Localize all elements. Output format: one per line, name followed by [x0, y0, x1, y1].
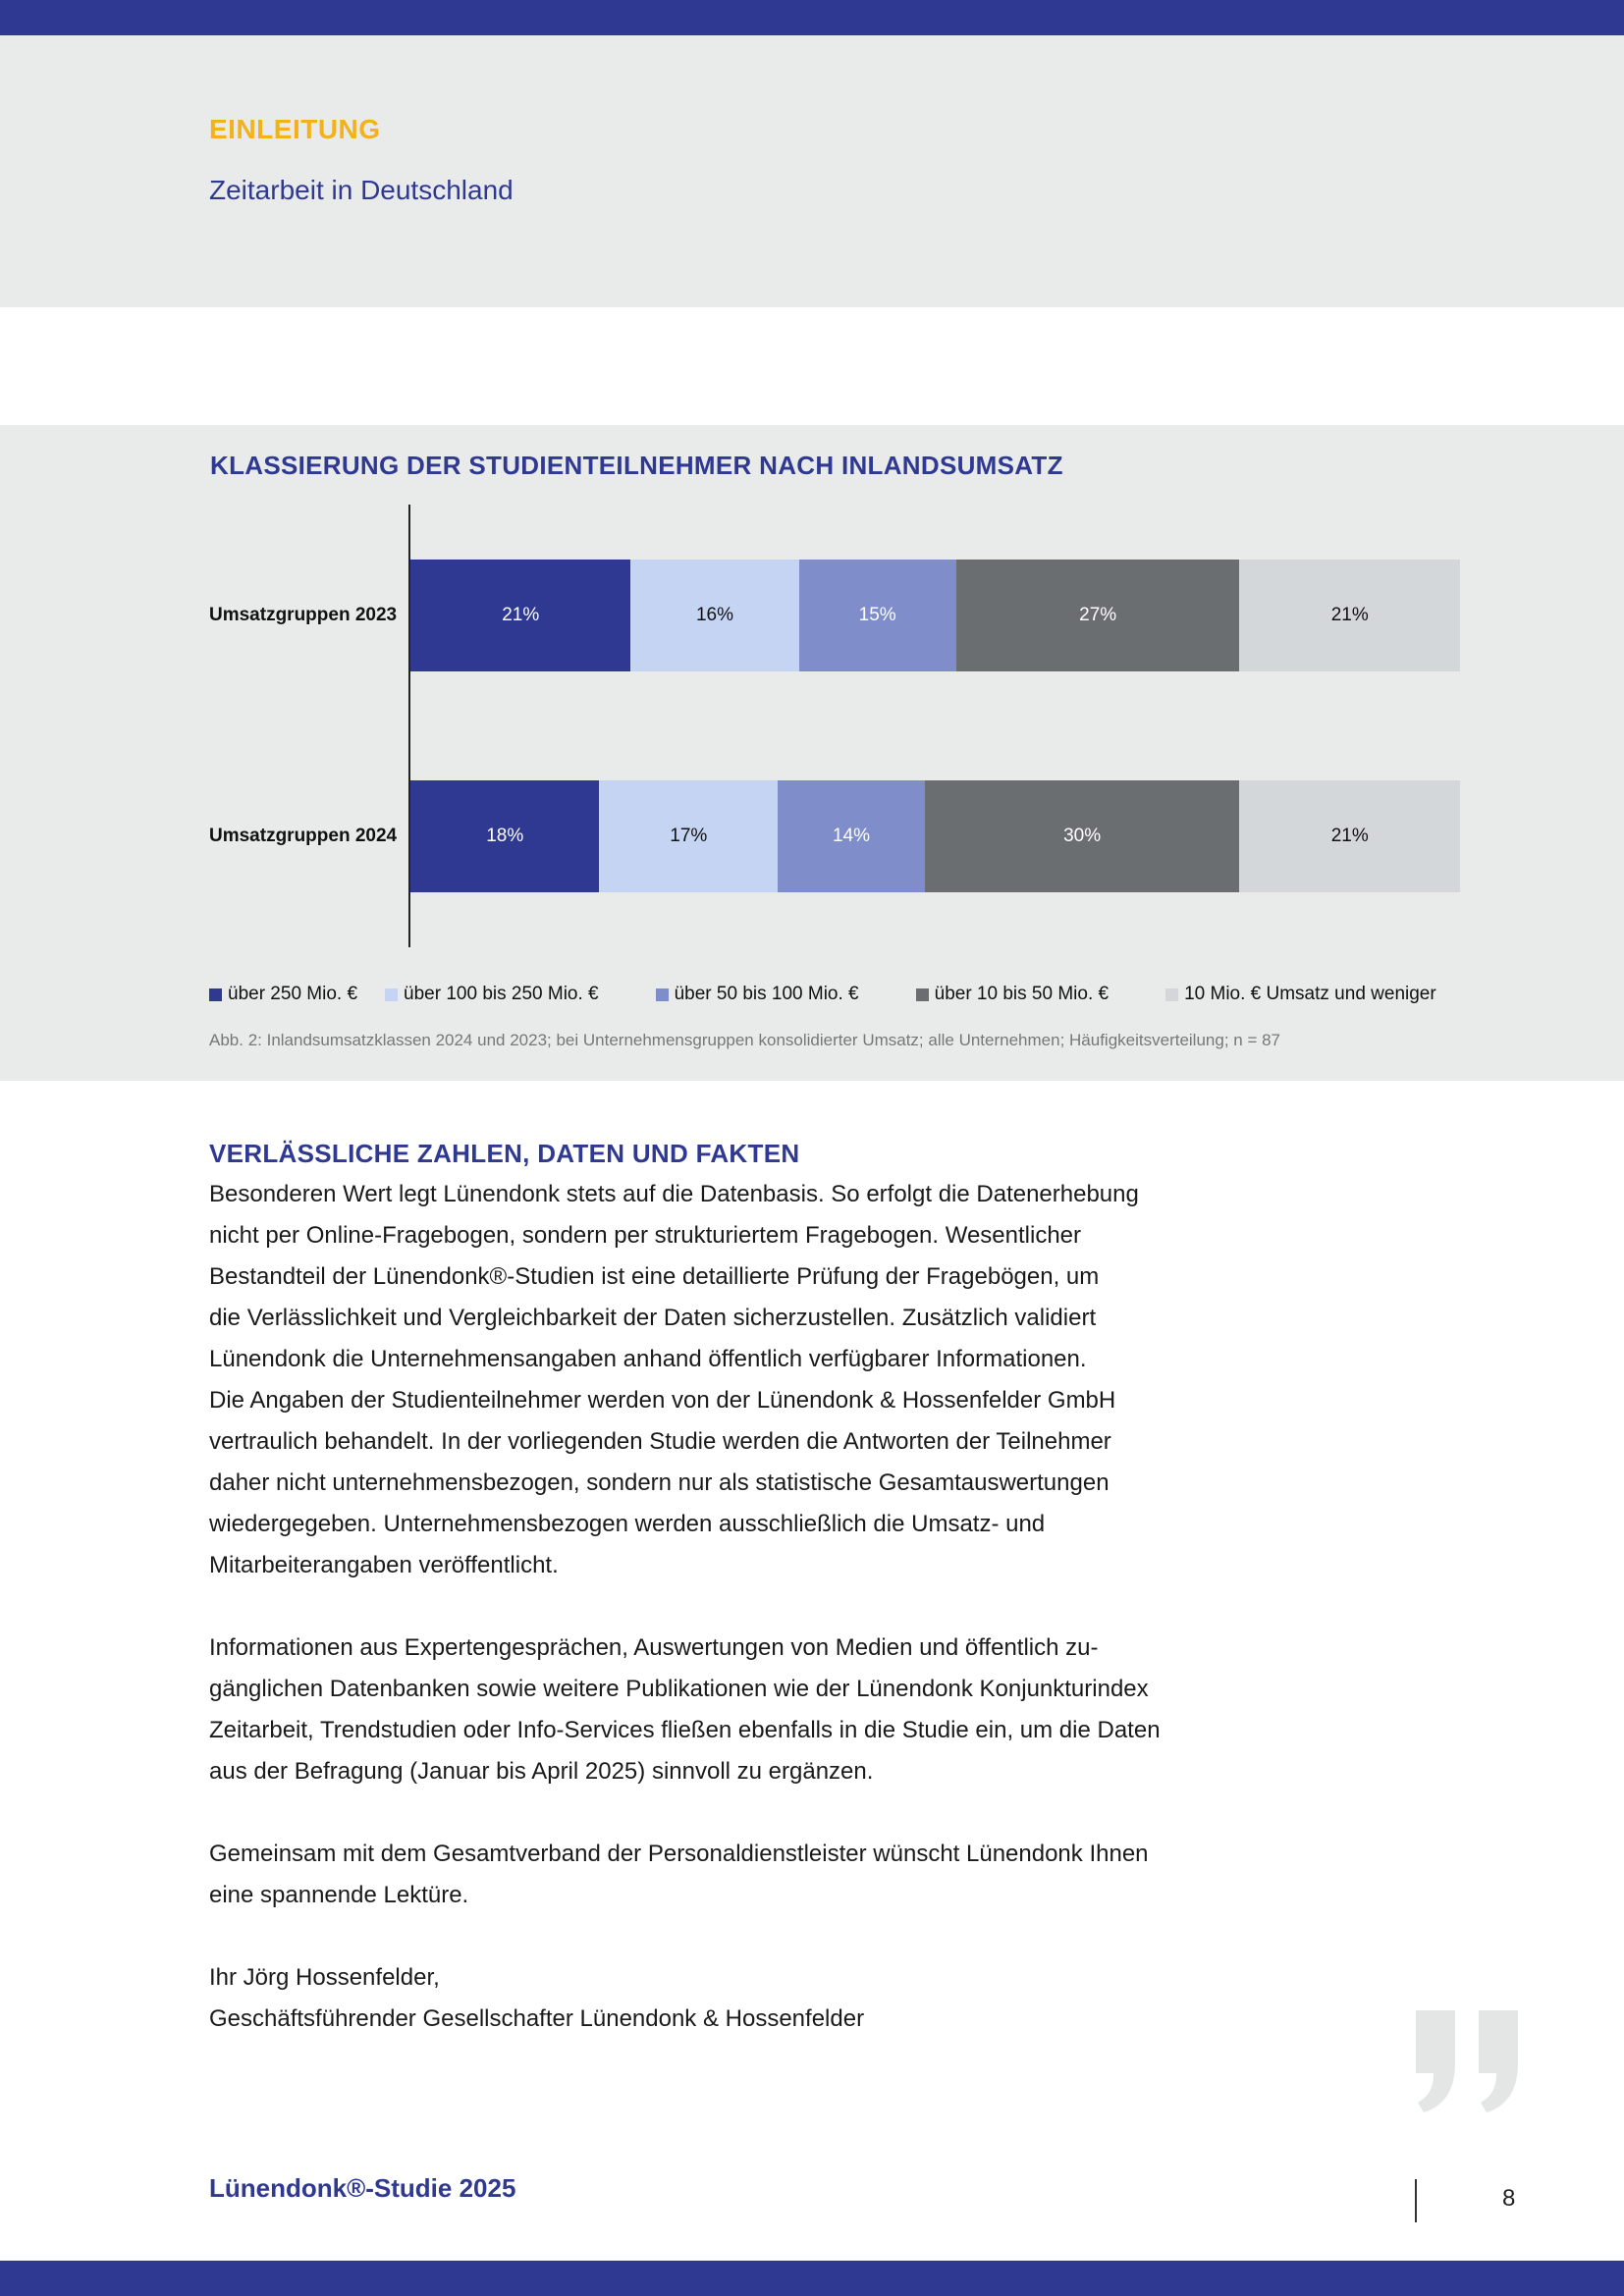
- bar-data-label: 15%: [858, 605, 896, 625]
- legend-label: über 10 bis 50 Mio. €: [934, 984, 1110, 1004]
- text-line: die Verlässlichkeit und Vergleichbarkeit der Daten sicherzustellen. Zusätzlich validiert: [209, 1305, 1097, 1331]
- legend-item: [916, 984, 1109, 1005]
- text-line: Bestandteil der Lünendonk®-Studien ist eine detaillierte Prüfung der Fragebögen, um: [209, 1263, 1100, 1290]
- chart-legend: [209, 984, 1436, 1005]
- header-band: [0, 35, 1624, 307]
- text-line: gänglichen Datenbanken sowie weitere Publikationen wie der Lünendonk Konjunkturindex: [209, 1676, 1149, 1702]
- text-line: Besonderen Wert legt Lünendonk stets auf die Datenbasis. So erfolgt die Datenerhebung: [209, 1181, 1139, 1207]
- legend-swatch: [656, 988, 669, 1001]
- chart-panel: [0, 425, 1624, 1081]
- legend-label: über 100 bis 250 Mio. €: [404, 984, 599, 1004]
- bar-segment: [956, 560, 1240, 671]
- body-heading: VERLÄSSLICHE ZAHLEN, DATEN UND FAKTEN: [209, 1139, 800, 1168]
- body-text: [209, 1174, 1191, 2081]
- bottom-bar: [0, 2261, 1624, 2296]
- text-line: eine spannende Lektüre.: [209, 1882, 469, 1908]
- bar-data-label: 27%: [1079, 605, 1117, 625]
- body-paragraph: [209, 1628, 1191, 1792]
- bar-data-label: 17%: [670, 826, 708, 846]
- bar-segment: [925, 780, 1240, 892]
- legend-swatch: [209, 988, 222, 1001]
- body-paragraph: [209, 1174, 1191, 1586]
- legend-item: [1165, 984, 1436, 1005]
- text-line: wiedergegeben. Unternehmensbezogen werden ausschließlich die Umsatz- und: [209, 1511, 1046, 1537]
- row-label-2024: Umsatzgruppen 2024: [209, 826, 398, 846]
- bar-segment: [599, 780, 778, 892]
- body-paragraph: [209, 1834, 1191, 1916]
- bar-data-label: 21%: [1330, 826, 1369, 846]
- legend-swatch: [385, 988, 398, 1001]
- text-line: vertraulich behandelt. In der vorliegenden Studie werden die Antworten der Teilnehmer: [209, 1428, 1111, 1455]
- text-line: daher nicht unternehmensbezogen, sondern nur als statistische Gesamtauswertungen: [209, 1469, 1110, 1496]
- legend-swatch: [1165, 988, 1178, 1001]
- text-line: Lünendonk die Unternehmensangaben anhand öffentlich verfügbarer Informationen.: [209, 1346, 1087, 1372]
- text-line: Informationen aus Expertengesprächen, Auswertungen von Medien und öffentlich zu-: [209, 1634, 1099, 1661]
- bar-segment: [778, 780, 925, 892]
- section-title: Zeitarbeit in Deutschland: [209, 175, 514, 205]
- chart-title: KLASSIERUNG DER STUDIENTEILNEHMER NACH INLANDSUMSATZ: [210, 451, 1063, 480]
- row-label-2023: Umsatzgruppen 2023: [209, 605, 398, 625]
- top-bar: [0, 0, 1624, 35]
- text-line: Zeitarbeit, Trendstudien oder Info-Services fließen ebenfalls in die Studie ein, um die Daten: [209, 1717, 1161, 1743]
- footer-divider: [1415, 2179, 1417, 2222]
- section-label: EINLEITUNG: [209, 114, 381, 144]
- legend-label: über 50 bis 100 Mio. €: [674, 984, 859, 1004]
- bar-segment: [410, 560, 630, 671]
- legend-label: über 250 Mio. €: [228, 984, 358, 1004]
- body-paragraph: [209, 1957, 1191, 2040]
- text-line: nicht per Online-Fragebogen, sondern per strukturiertem Fragebogen. Wesentlicher: [209, 1222, 1082, 1249]
- text-line: aus der Befragung (Januar bis April 2025) sinnvoll zu ergänzen.: [209, 1758, 874, 1785]
- bar-segment: [799, 560, 956, 671]
- footer-title: Lünendonk®-Studie 2025: [209, 2173, 516, 2203]
- bar-data-label: 18%: [486, 826, 524, 846]
- bar-data-label: 21%: [1330, 605, 1369, 625]
- text-line: Die Angaben der Studienteilnehmer werden von der Lünendonk & Hossenfelder GmbH: [209, 1387, 1116, 1414]
- text-line: Ihr Jörg Hossenfelder,: [209, 1964, 440, 1991]
- bar-segment: [1239, 780, 1459, 892]
- text-line: Gemeinsam mit dem Gesamtverband der Personaldienstleister wünscht Lünendonk Ihnen: [209, 1841, 1149, 1867]
- bar-data-label: 14%: [832, 826, 870, 846]
- bar-segment: [630, 560, 798, 671]
- page-number: 8: [1502, 2185, 1516, 2212]
- bar-segment: [410, 780, 599, 892]
- legend-swatch: [916, 988, 929, 1001]
- bar-row-2023: [410, 560, 1460, 671]
- legend-item: [209, 984, 357, 1005]
- legend-item: [656, 984, 859, 1005]
- closing-quote-icon: [1404, 2002, 1532, 2130]
- legend-label: 10 Mio. € Umsatz und weniger: [1184, 984, 1436, 1004]
- text-line: Geschäftsführender Gesellschafter Lünendonk & Hossenfelder: [209, 2005, 865, 2032]
- bar-data-label: 16%: [695, 605, 734, 625]
- text-line: Mitarbeiterangaben veröffentlicht.: [209, 1552, 559, 1578]
- chart-caption: Abb. 2: Inlandsumsatzklassen 2024 und 2023; bei Unternehmensgruppen konsolidierter Umsatz; alle Unternehmen; Häufigkeitsverteilung; n = 87: [209, 1031, 1281, 1049]
- bar-segment: [1239, 560, 1459, 671]
- bar-row-2024: [410, 780, 1460, 892]
- bar-data-label: 21%: [502, 605, 540, 625]
- bar-data-label: 30%: [1063, 826, 1102, 846]
- legend-item: [385, 984, 599, 1005]
